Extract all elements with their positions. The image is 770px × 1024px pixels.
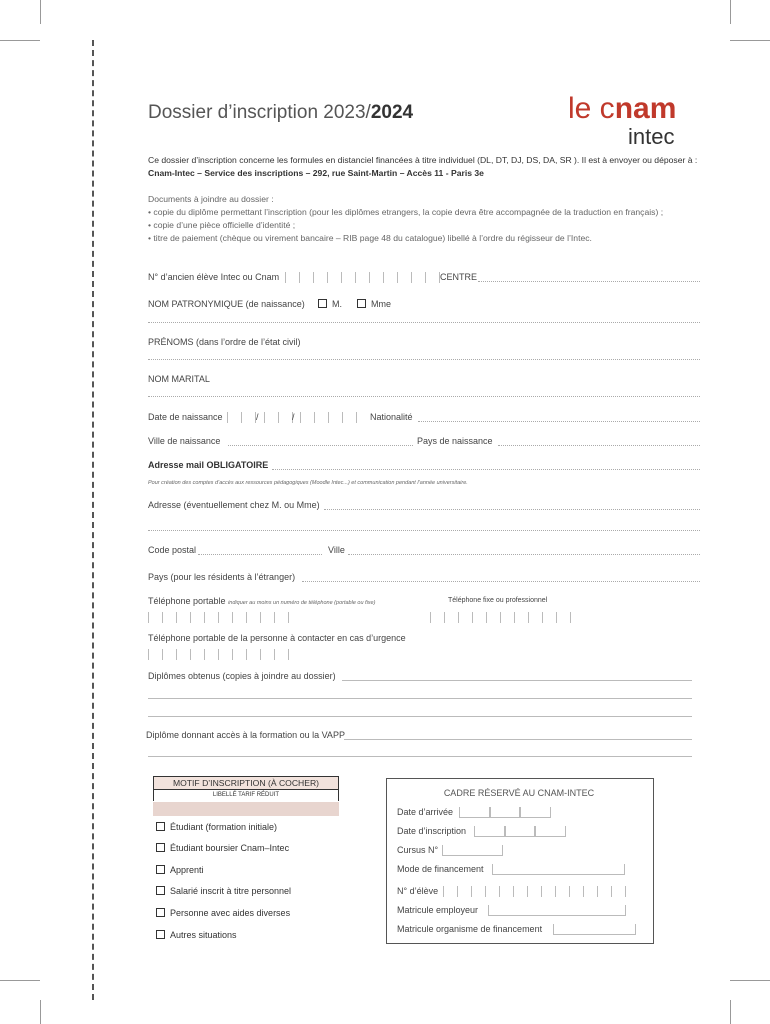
nom-label: NOM PATRONYMIQUE (de naissance): [148, 299, 305, 309]
tarif-bar: [153, 802, 339, 816]
date-inscription-day[interactable]: [474, 826, 506, 837]
date-arrivee-month[interactable]: [489, 807, 521, 818]
marital-field[interactable]: [148, 396, 700, 397]
adresse-field-2[interactable]: [148, 530, 700, 531]
crop-mark: [730, 1000, 731, 1024]
cadre-field-label: Matricule employeur: [397, 905, 479, 915]
motif-heading: MOTIF D’INSCRIPTION (À COCHER): [153, 776, 339, 790]
date-separator: /: [292, 412, 295, 422]
date-naissance-label: Date de naissance: [148, 412, 223, 422]
diplome-acces-field-2[interactable]: [148, 756, 692, 757]
date-naissance-year[interactable]: [300, 412, 357, 423]
ville-label: Ville: [328, 545, 345, 555]
cadre-field-label: Cursus N°: [397, 845, 439, 855]
crop-mark: [0, 980, 40, 981]
cadre-reserve: [386, 778, 654, 944]
crop-mark: [730, 980, 770, 981]
prenoms-field[interactable]: [148, 359, 700, 360]
diplomes-field[interactable]: [342, 680, 692, 681]
tel-fixe-input[interactable]: [430, 612, 571, 623]
tel-urgence-input[interactable]: [148, 649, 289, 660]
libelle-tarif: LIBELLÉ TARIF RÉDUIT: [153, 789, 339, 801]
tel-portable-label: Téléphone portable indiquer au moins un numéro de téléphone (portable ou fixe): [148, 596, 376, 606]
motif-option[interactable]: Apprenti: [156, 865, 204, 875]
date-separator: /: [256, 412, 259, 422]
crop-mark: [730, 0, 731, 24]
documents-list: Documents à joindre au dossier : • copie du diplôme permettant l’inscription (pour les diplômes etrangers, la copie devra être accompagnée de la traduction en français) ; • copie d’une pièce officielle d’identité ; • titre de paiement (chèque ou virement bancaire – RIB page 48 du catalogue) libellé à l’ordre du régisseur de l’Intec.: [148, 194, 664, 243]
crop-mark: [40, 1000, 41, 1024]
cadre-field-label: Date d’arrivée: [397, 807, 454, 817]
ville-field[interactable]: [348, 554, 700, 555]
matricule-employeur-field[interactable]: [488, 905, 626, 916]
adresse-field[interactable]: [324, 509, 700, 510]
date-inscription-year[interactable]: [534, 826, 566, 837]
prenoms-label: PRÉNOMS (dans l’ordre de l’état civil): [148, 337, 301, 347]
intec-logo: intec: [628, 124, 675, 149]
motif-option[interactable]: Autres situations: [156, 930, 237, 940]
diplome-acces-label: Diplôme donnant accès à la formation ou la VAPP: [146, 730, 345, 740]
centre-label: CENTRE: [440, 272, 478, 282]
pays-field[interactable]: [302, 581, 700, 582]
date-inscription-month[interactable]: [504, 826, 536, 837]
date-arrivee-year[interactable]: [519, 807, 551, 818]
numero-eleve-input[interactable]: [443, 886, 626, 897]
cadre-field-label: Mode de financement: [397, 864, 484, 874]
mail-note: Pour création des comptes d’accès aux ressources pédagogiques (Moodle Intec...) et communication pendant l’année universitaire.: [148, 480, 468, 486]
date-naissance-month[interactable]: [264, 412, 293, 423]
code-postal-label: Code postal: [148, 545, 197, 555]
mode-financement-field[interactable]: [492, 864, 625, 875]
fold-line: [92, 40, 94, 1000]
tel-fixe-label: Téléphone fixe ou professionnel: [448, 597, 548, 604]
diplome-acces-field[interactable]: [344, 739, 692, 740]
diplomes-field-3[interactable]: [148, 716, 692, 717]
mme-checkbox[interactable]: Mme: [357, 299, 391, 309]
nom-field[interactable]: [148, 322, 700, 323]
ancien-label: N° d’ancien élève Intec ou Cnam: [148, 272, 280, 282]
nationalite-label: Nationalité: [370, 412, 413, 422]
mail-field[interactable]: [272, 469, 700, 470]
cursus-field[interactable]: [442, 845, 503, 856]
cnam-logo: le cnam: [568, 92, 677, 125]
page-title: Dossier d’inscription 2023/2024: [148, 102, 414, 123]
date-naissance-input[interactable]: [227, 412, 256, 423]
marital-label: NOM MARITAL: [148, 374, 210, 384]
intro-text: Ce dossier d’inscription concerne les formules en distanciel financées à titre individuel (DL, DT, DJ, DS, DA, SR ). Il est à envoyer ou déposer à : Cnam-Intec – Service des inscriptions – 292, rue Saint-Martin – Accès 11 - Paris 3e: [148, 155, 698, 178]
date-arrivee-day[interactable]: [459, 807, 491, 818]
motif-option[interactable]: Personne avec aides diverses: [156, 908, 290, 918]
crop-mark: [730, 40, 770, 41]
pays-label: Pays (pour les résidents à l’étranger): [148, 572, 296, 582]
pays-naissance-field[interactable]: [498, 445, 700, 446]
diplomes-label: Diplômes obtenus (copies à joindre au dossier): [148, 671, 336, 681]
cadre-title: CADRE RÉSERVÉ AU CNAM-INTEC: [443, 788, 595, 798]
tel-urgence-label: Téléphone portable de la personne à contacter en cas d’urgence: [148, 633, 406, 643]
motif-option[interactable]: Étudiant boursier Cnam–Intec: [156, 843, 289, 853]
motif-option[interactable]: Étudiant (formation initiale): [156, 822, 277, 832]
tel-portable-input[interactable]: [148, 612, 289, 623]
pays-naissance-label: Pays de naissance: [417, 436, 493, 446]
nationalite-field[interactable]: [418, 421, 700, 422]
code-postal-field[interactable]: [198, 554, 322, 555]
crop-mark: [40, 0, 41, 24]
cadre-field-label: N° d’élève: [397, 886, 439, 896]
cadre-field-label: Matricule organisme de financement: [397, 924, 543, 934]
cadre-field-label: Date d’inscription: [397, 826, 467, 836]
ville-naissance-field[interactable]: [228, 445, 413, 446]
ancien-input[interactable]: [285, 272, 440, 283]
adresse-label: Adresse (éventuellement chez M. ou Mme): [148, 500, 320, 510]
diplomes-field-2[interactable]: [148, 698, 692, 699]
centre-field[interactable]: [478, 281, 700, 282]
crop-mark: [0, 40, 40, 41]
matricule-organisme-field[interactable]: [553, 924, 636, 935]
mail-label: Adresse mail OBLIGATOIRE: [148, 460, 269, 470]
m-checkbox[interactable]: M.: [318, 299, 342, 309]
ville-naissance-label: Ville de naissance: [148, 436, 221, 446]
motif-option[interactable]: Salarié inscrit à titre personnel: [156, 886, 291, 896]
